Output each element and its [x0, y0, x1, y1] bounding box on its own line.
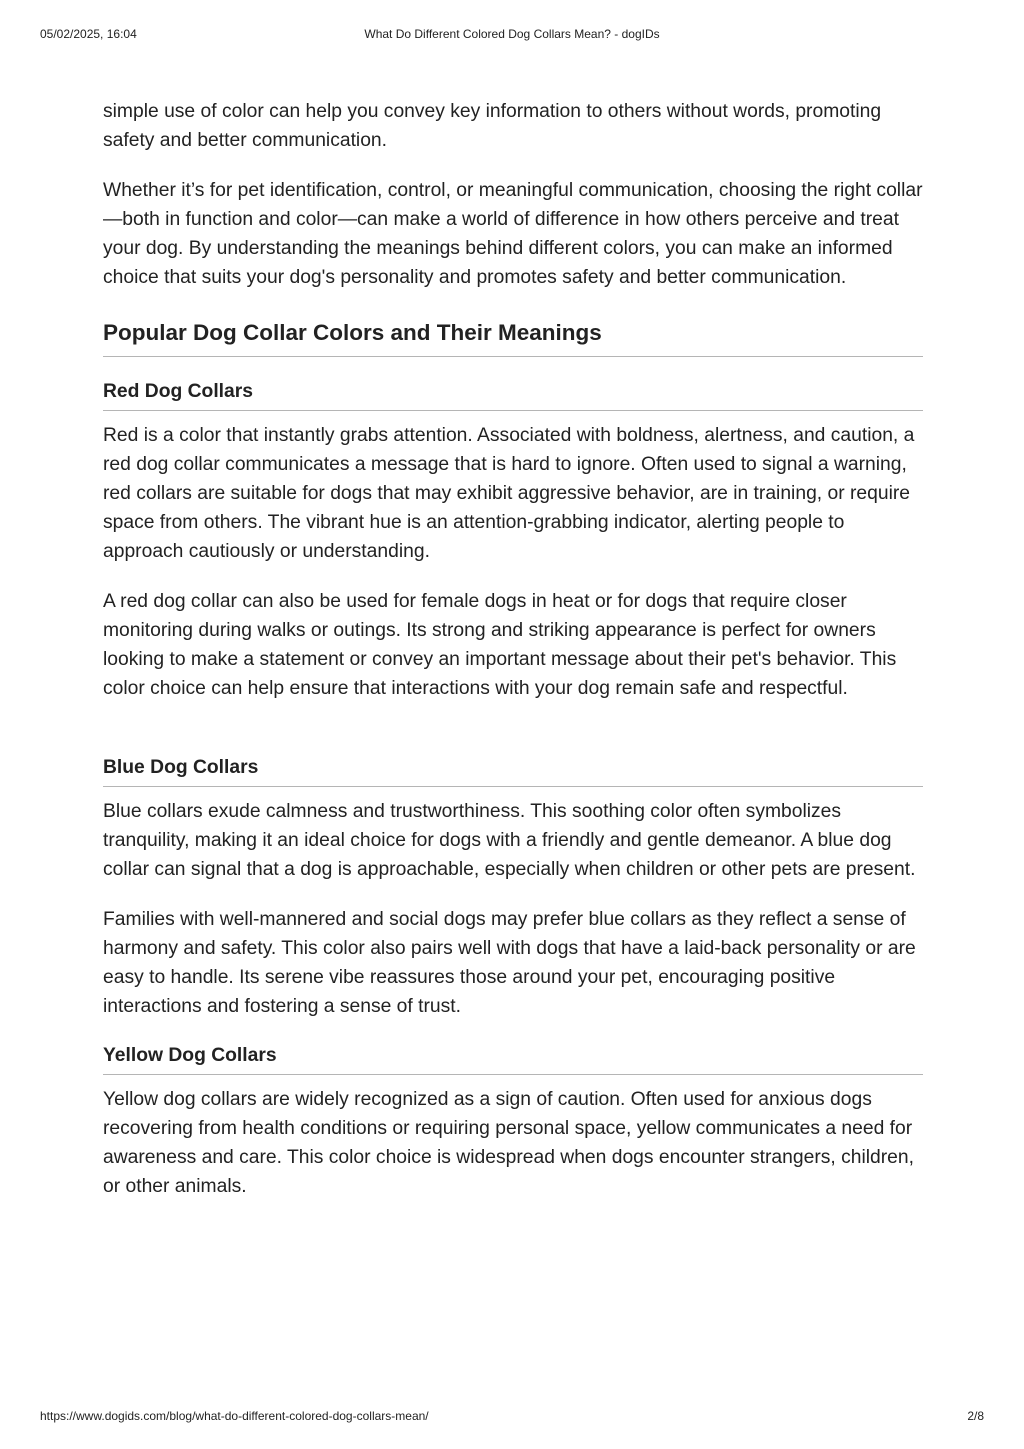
yellow-paragraph: Yellow dog collars are widely recognized as a sign of caution. Often used for anxious dogs recovering from health conditions or requiring personal space, yellow communicates a need for awareness and care. This color choice is widespread when dogs encounter strangers, children, or other animals.: [103, 1089, 914, 1197]
blue-paragraph: Blue collars exude calmness and trustworthiness. This soothing color often symbolizes tranquility, making it an ideal choice for dogs with a friendly and gentle demeanor. A blue dog collar can signal that a dog is approachable, especially when children or other pets are present.: [103, 801, 916, 880]
print-header: [40, 27, 984, 43]
print-page-number: 2/8: [967, 1409, 984, 1423]
intro-paragraph: Whether it’s for pet identification, control, or meaningful communication, choosing the right collar—both in function and color—can make a world of difference in how others perceive and treat your dog. By understanding the meanings behind different colors, you can make an informed choice that suits your dog's personality and promotes safety and better communication.: [103, 180, 923, 288]
subsection-heading-red: Red Dog Collars: [103, 379, 923, 411]
intro-paragraph: simple use of color can help you convey key information to others without words, promoting safety and better communication.: [103, 101, 882, 151]
print-page-title: What Do Different Colored Dog Collars Mean? - dogIDs: [364, 27, 660, 41]
red-paragraph: A red dog collar can also be used for female dogs in heat or for dogs that require closer monitoring during walks or outings. Its strong and striking appearance is perfect for owners looking to make a statement or convey an important message about their pet's behavior. This color choice can help ensure that interactions with your dog remain safe and respectful.: [103, 591, 897, 699]
subsection-heading-blue: Blue Dog Collars: [103, 755, 923, 787]
subsection-heading-yellow: Yellow Dog Collars: [103, 1043, 923, 1075]
red-paragraph: Red is a color that instantly grabs attention. Associated with boldness, alertness, and caution, a red dog collar communicates a message that is hard to ignore. Often used to signal a warning, red collars are suitable for dogs that may exhibit aggressive behavior, are in training, or require space from others. The vibrant hue is an attention-grabbing indicator, alerting people to approach cautiously or understanding.: [103, 425, 915, 562]
article-body: [103, 97, 923, 1201]
print-url: https://www.dogids.com/blog/what-do-different-colored-dog-collars-mean/: [40, 1409, 429, 1423]
section-heading: Popular Dog Collar Colors and Their Meanings: [103, 318, 923, 357]
blue-paragraph: Families with well-mannered and social dogs may prefer blue collars as they reflect a sense of harmony and safety. This color also pairs well with dogs that have a laid-back personality or are easy to handle. Its serene vibe reassures those around your pet, encouraging positive interactions and fostering a sense of trust.: [103, 909, 916, 1017]
print-footer: [40, 1409, 984, 1425]
print-datetime: 05/02/2025, 16:04: [40, 27, 137, 41]
